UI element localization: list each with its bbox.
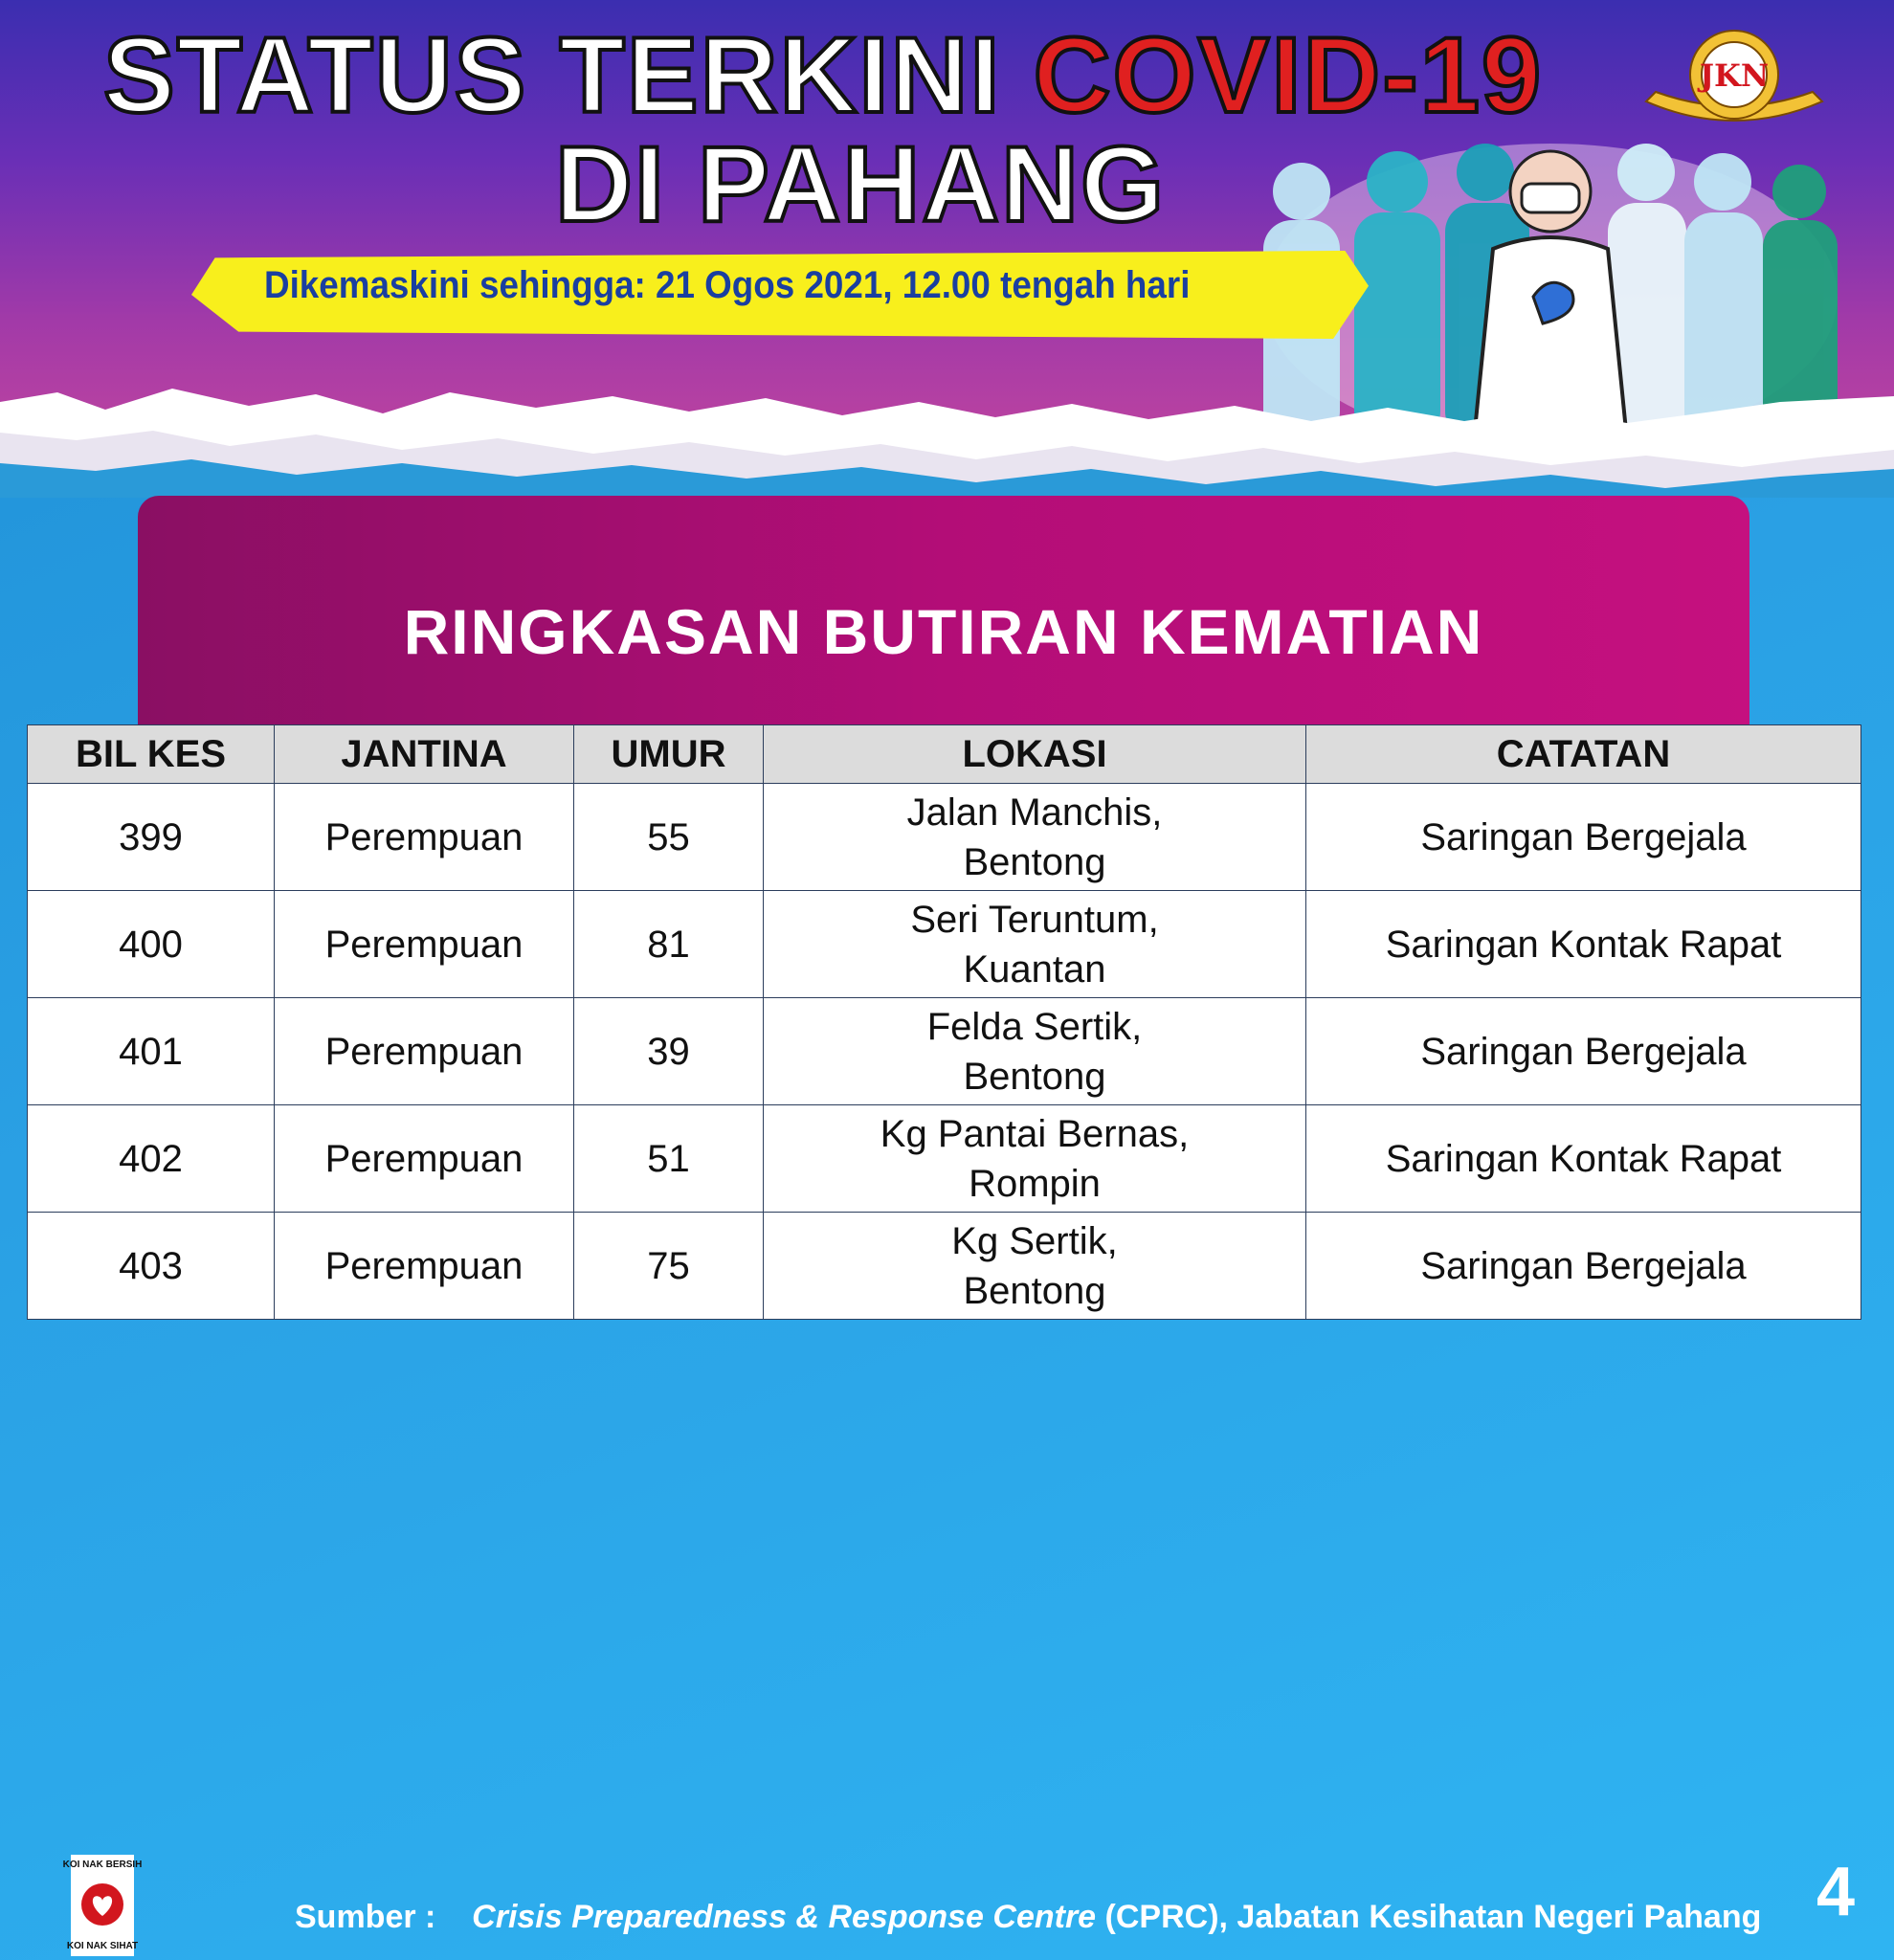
case-number: 402 [28, 1105, 275, 1213]
page-title-line-1 [103, 13, 1543, 137]
location [764, 784, 1306, 891]
location-line-2: Bentong [963, 840, 1106, 883]
table-header-row [28, 725, 1861, 784]
remarks: Saringan Bergejala [1306, 998, 1861, 1105]
column-header-jantina: JANTINA [275, 725, 574, 784]
page-title-line-2: DI PAHANG [555, 124, 1167, 244]
location [764, 1213, 1306, 1320]
location-line-2: Kuantan [963, 947, 1106, 991]
source-organization: Crisis Preparedness & Response Centre [472, 1899, 1097, 1935]
table-row [28, 998, 1861, 1105]
case-number: 400 [28, 891, 275, 998]
age: 51 [574, 1105, 764, 1213]
location-line-1: Kg Sertik, [951, 1219, 1118, 1262]
gender: Perempuan [275, 1105, 574, 1213]
source-credit [295, 1899, 1761, 1936]
logo-text: JKN [1699, 57, 1770, 94]
table-row [28, 784, 1861, 891]
header [0, 0, 1894, 459]
torn-paper-edge [0, 364, 1894, 498]
section-title: RINGKASAN BUTIRAN KEMATIAN [403, 596, 1484, 667]
gender: Perempuan [275, 784, 574, 891]
case-number: 403 [28, 1213, 275, 1320]
koi-nak-sihat-badge [62, 1855, 143, 1956]
column-header-umur: UMUR [574, 725, 764, 784]
table-row [28, 891, 1861, 998]
update-timestamp: Dikemaskini sehingga: 21 Ogos 2021, 12.00 tengah hari [264, 264, 1191, 306]
remarks: Saringan Kontak Rapat [1306, 1105, 1861, 1213]
location [764, 998, 1306, 1105]
age: 75 [574, 1213, 764, 1320]
badge-top-text: KOI NAK BERSIH [62, 1860, 143, 1870]
case-number: 401 [28, 998, 275, 1105]
location-line-1: Seri Teruntum, [910, 898, 1159, 941]
table-row [28, 1105, 1861, 1213]
column-header-catatan: CATATAN [1306, 725, 1861, 784]
age: 81 [574, 891, 764, 998]
location-line-2: Bentong [963, 1055, 1106, 1098]
page-number: 4 [1816, 1854, 1856, 1930]
case-number: 399 [28, 784, 275, 891]
column-header-lokasi: LOKASI [764, 725, 1306, 784]
remarks: Saringan Bergejala [1306, 784, 1861, 891]
table-row [28, 1213, 1861, 1320]
remarks: Saringan Kontak Rapat [1306, 891, 1861, 998]
title-covid-text: COVID-19 [1033, 15, 1544, 135]
gender: Perempuan [275, 891, 574, 998]
age: 39 [574, 998, 764, 1105]
jkn-logo [1638, 25, 1830, 130]
location [764, 891, 1306, 998]
location-line-2: Bentong [963, 1269, 1106, 1312]
age: 55 [574, 784, 764, 891]
location-line-1: Felda Sertik, [926, 1005, 1143, 1048]
location [764, 1105, 1306, 1213]
title-status-text: STATUS TERKINI [103, 15, 1034, 135]
death-details-table [27, 724, 1861, 1320]
remarks: Saringan Bergejala [1306, 1213, 1861, 1320]
location-line-1: Kg Pantai Bernas, [880, 1112, 1190, 1155]
column-header-bil-kes: BIL KES [28, 725, 275, 784]
badge-bottom-text: KOI NAK SIHAT [66, 1941, 139, 1951]
source-rest: (CPRC), Jabatan Kesihatan Negeri Pahang [1096, 1899, 1762, 1935]
source-label: Sumber : [295, 1899, 436, 1935]
gender: Perempuan [275, 1213, 574, 1320]
gender: Perempuan [275, 998, 574, 1105]
location-line-2: Rompin [969, 1162, 1101, 1205]
location-line-1: Jalan Manchis, [906, 791, 1163, 834]
